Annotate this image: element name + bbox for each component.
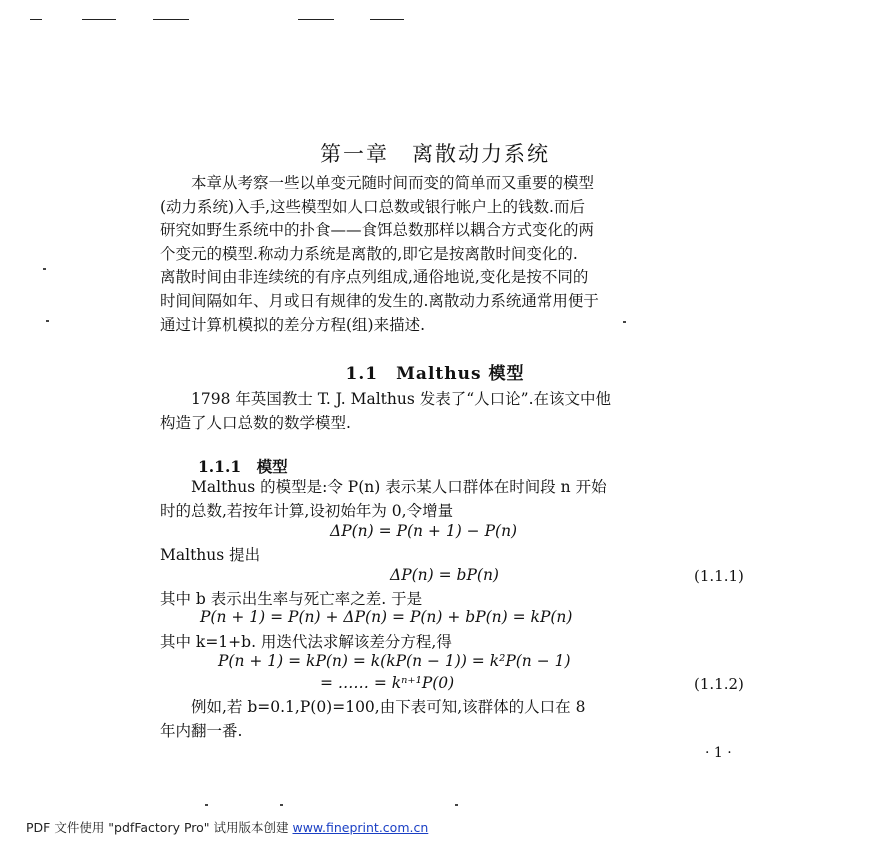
history-paragraph: [160, 388, 772, 435]
pdf-footer: [26, 818, 428, 836]
model-line: 时的总数,若按年计算,设初始年为 0,令增量: [160, 501, 454, 520]
example-line: 例如,若 b=0.1,P(0)=100,由下表可知,该群体的人口在 8: [191, 698, 586, 716]
intro-line: 时间间隔如年、月或日有规律的发生的.离散动力系统通常用便于: [160, 291, 599, 310]
model-line: Malthus 的模型是:令 P(n) 表示某人口群体在时间段 n 开始: [191, 478, 607, 496]
intro-line: (动力系统)入手,这些模型如人口总数或银行帐户上的钱数.而后: [160, 197, 585, 216]
intro-paragraph: [160, 172, 772, 337]
example-paragraph: [160, 696, 772, 743]
scan-speck: [280, 804, 283, 806]
equation-1-1-1: ΔP(n) = bP(n): [390, 566, 499, 584]
scan-artifact-rule: [153, 19, 189, 20]
equation-increment: ΔP(n) = P(n + 1) − P(n): [330, 522, 518, 540]
history-line: 1798 年英国教士 T. J. Malthus 发表了“人口论”.在该文中他: [191, 390, 611, 408]
intro-line: 离散时间由非连续统的有序点列组成,通俗地说,变化是按不同的: [160, 268, 589, 287]
scan-artifact-rule: [298, 19, 334, 20]
intro-line: 个变元的模型.称动力系统是离散的,即它是按离散时间变化的.: [160, 244, 578, 263]
equation-number: (1.1.2): [694, 675, 744, 693]
scan-speck: [46, 320, 49, 322]
equation-iterate: P(n + 1) = kP(n) = k(kP(n − 1)) = k²P(n − 1): [218, 652, 571, 670]
page-number: · 1 ·: [705, 745, 732, 761]
k-explanation: 其中 k=1+b. 用迭代法求解该差分方程,得: [160, 633, 452, 651]
scan-speck: [205, 804, 208, 806]
section-title: 1.1 Malthus 模型: [345, 364, 525, 385]
example-line: 年内翻一番.: [160, 721, 243, 740]
history-line: 构造了人口总数的数学模型.: [160, 413, 351, 432]
equation-iterate-result: = …… = kⁿ⁺¹P(0): [320, 674, 455, 692]
scan-speck: [455, 804, 458, 806]
scan-artifact-rule: [82, 19, 116, 20]
chapter-title: 第一章 离散动力系统: [320, 142, 550, 167]
scan-artifact-rule: [30, 19, 42, 20]
b-explanation: 其中 b 表示出生率与死亡率之差. 于是: [160, 590, 423, 608]
malthus-proposes-text: Malthus 提出: [160, 546, 261, 564]
model-paragraph: [160, 476, 772, 523]
equation-recurrence: P(n + 1) = P(n) + ΔP(n) = P(n) + bP(n) = kP(n): [200, 608, 573, 626]
scan-artifact-rule: [370, 19, 404, 20]
intro-line: 本章从考察一些以单变元随时间而变的简单而又重要的模型: [191, 174, 595, 192]
footer-link[interactable]: www.fineprint.com.cn: [292, 820, 429, 835]
intro-line: 研究如野生系统中的扑食——食饵总数那样以耦合方式变化的两: [160, 221, 595, 240]
subsection-title: 1.1.1 模型: [198, 457, 288, 476]
equation-number: (1.1.1): [694, 567, 744, 585]
intro-line: 通过计算机模拟的差分方程(组)来描述.: [160, 315, 426, 334]
scan-speck: [43, 268, 46, 270]
footer-text: PDF 文件使用 "pdfFactory Pro" 试用版本创建: [26, 820, 293, 835]
